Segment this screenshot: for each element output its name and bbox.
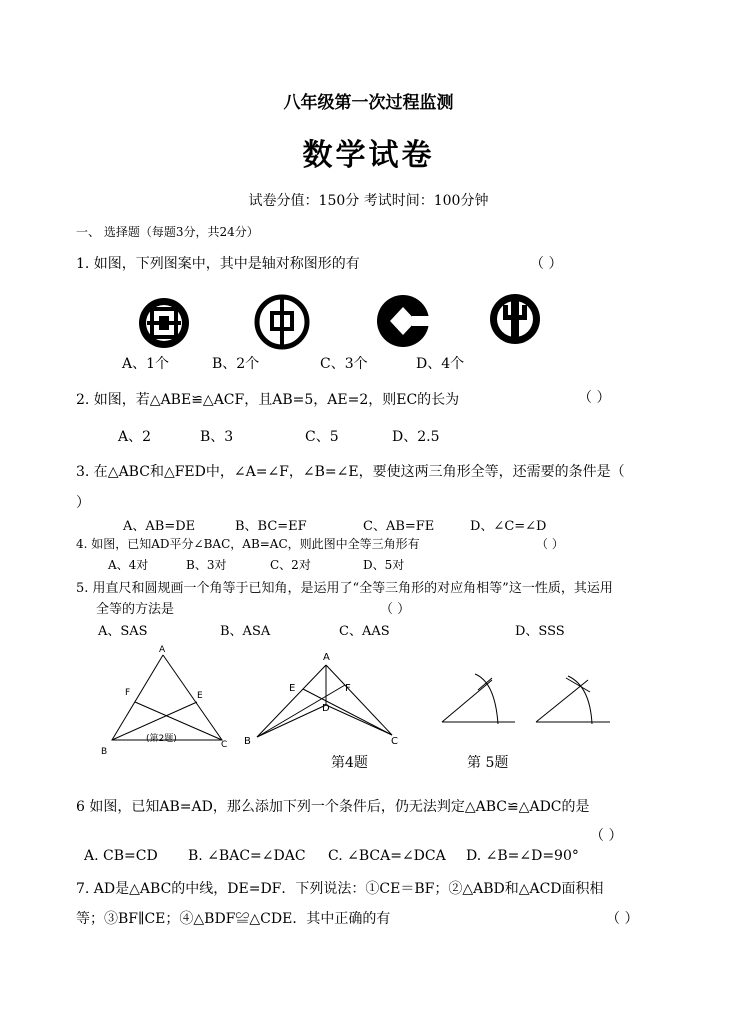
figure-question-4 <box>240 645 410 750</box>
question-1-option-a[interactable]: A、1个 <box>122 356 170 372</box>
fig4-label-b: B <box>244 736 251 747</box>
exam-subtitle: 八年级第一次过程监测 <box>283 93 454 113</box>
bank-logo-ccb-icon <box>376 294 430 348</box>
question-5-answer-paren: （ ） <box>380 602 411 617</box>
question-2-option-a[interactable]: A、2 <box>118 429 152 445</box>
question-7-answer-paren: （ ） <box>606 911 639 927</box>
question-4-text: 4. 如图，已知AD平分∠BAC，AB=AC，则此图中全等三角形有 <box>76 537 420 551</box>
figure-question-2 <box>95 640 245 760</box>
question-5-option-b[interactable]: B、ASA <box>220 624 271 639</box>
question-7-text: 7. AD是△ABC的中线，DE=DF．下列说法：①CE＝BF；②△ABD和△ACD面积相 <box>76 881 604 897</box>
question-2-option-c[interactable]: C、5 <box>305 429 339 445</box>
question-3-option-c[interactable]: C、AB=FE <box>363 519 435 534</box>
bank-logo-icbc-icon <box>137 296 191 350</box>
question-1-option-d[interactable]: D、4个 <box>416 356 465 372</box>
question-6-text: 6 如图，已知AB=AD，那么添加下列一个条件后，仍无法判定△ABC≌△ADC的是 <box>76 799 590 815</box>
bank-logo-boc-icon <box>255 294 309 350</box>
section-heading: 一、 选择题（每题3分，共24分） <box>76 225 259 239</box>
question-4-option-c[interactable]: C、2对 <box>270 558 311 572</box>
fig2-label-c: C <box>221 740 228 750</box>
question-6-option-d[interactable]: D. ∠B=∠D=90° <box>466 848 579 864</box>
question-6-option-b[interactable]: B. ∠BAC=∠DAC <box>188 848 306 864</box>
figure-4-caption: 第4题 <box>331 755 368 771</box>
question-1-answer-paren: （ ） <box>530 256 563 272</box>
question-2-text: 2. 如图，若△ABE≌△ACF，且AB=5，AE=2，则EC的长为 <box>76 392 460 408</box>
question-7-text-cont: 等；③BF∥CE；④△BDF≌△CDE．其中正确的有 <box>76 911 391 927</box>
question-5-option-d[interactable]: D、SSS <box>515 624 565 639</box>
question-6-option-c[interactable]: C. ∠BCA=∠DCA <box>328 848 446 864</box>
question-4-option-d[interactable]: D、5对 <box>363 558 405 572</box>
question-5-text: 5. 用直尺和圆规画一个角等于已知角，是运用了“全等三角形的对应角相等”这一性质，其运用 <box>76 581 613 596</box>
question-3-option-b[interactable]: B、BC=EF <box>235 519 307 534</box>
figure-5-caption: 第 5题 <box>467 755 509 771</box>
bank-logo-abc-icon <box>489 291 541 347</box>
question-3-text-cont: ） <box>76 495 90 511</box>
question-6-answer-paren: （ ） <box>590 828 623 844</box>
question-6-option-a[interactable]: A. CB=CD <box>84 848 158 864</box>
fig4-label-f: F <box>345 683 351 694</box>
question-3-option-a[interactable]: A、AB=DE <box>123 519 196 534</box>
fig2-label-a: A <box>159 645 166 655</box>
fig4-label-d: D <box>322 703 330 714</box>
question-4-option-b[interactable]: B、3对 <box>186 558 227 572</box>
question-5-text-cont: 全等的方法是 <box>96 602 175 617</box>
question-1-option-b[interactable]: B、2个 <box>212 356 260 372</box>
exam-meta: 试卷分值：150分 考试时间：100分钟 <box>248 193 489 209</box>
question-5-option-a[interactable]: A、SAS <box>98 624 148 639</box>
question-4-answer-paren: （ ） <box>536 537 564 551</box>
fig4-label-e: E <box>289 683 296 694</box>
fig4-label-a: A <box>323 652 330 663</box>
question-2-option-b[interactable]: B、3 <box>200 429 234 445</box>
question-1-option-c[interactable]: C、3个 <box>320 356 368 372</box>
figure-question-5 <box>440 672 630 732</box>
fig2-label-b: B <box>101 747 108 757</box>
fig4-label-c: C <box>391 736 398 747</box>
question-3-option-d[interactable]: D、∠C=∠D <box>470 519 547 534</box>
question-5-option-c[interactable]: C、AAS <box>339 624 390 639</box>
fig2-caption: (第2题) <box>146 734 177 744</box>
question-3-text: 3. 在△ABC和△FED中，∠A=∠F，∠B=∠E，要使这两三角形全等，还需要的条件是（ <box>76 464 625 480</box>
fig2-label-e: E <box>197 691 203 701</box>
question-2-answer-paren: （ ） <box>578 390 611 406</box>
question-4-option-a[interactable]: A、4对 <box>108 558 149 572</box>
fig2-label-f: F <box>125 688 131 698</box>
question-1-text: 1. 如图，下列图案中，其中是轴对称图形的有 <box>76 256 360 272</box>
question-2-option-d[interactable]: D、2.5 <box>392 429 440 445</box>
exam-title: 数学试卷 <box>302 138 435 173</box>
